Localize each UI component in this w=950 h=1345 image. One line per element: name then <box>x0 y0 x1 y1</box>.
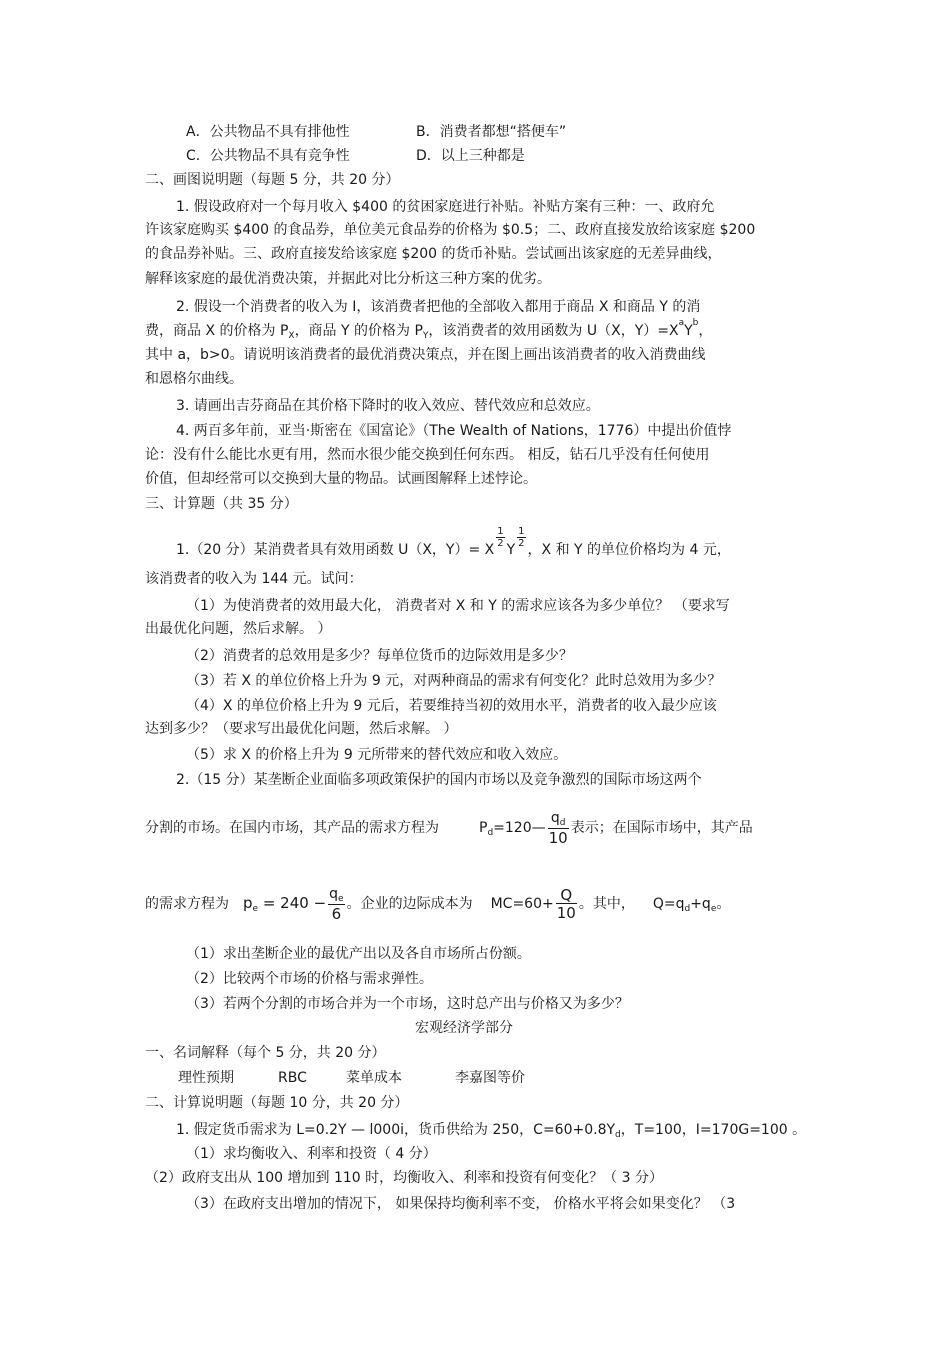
qsum-a: Q=q <box>652 896 685 912</box>
qd-symbol: q <box>550 809 560 826</box>
c1-part4a: （4）X 的单位价格上升为 9 元后，若要维持当初的效用水平，消费者的收入最少应该 <box>186 698 717 714</box>
qd-subscript: d <box>559 817 566 828</box>
q4-line1: 4. 两百多年前，亚当·斯密在《国富论》（The Wealth of Nations，1776）中提出价值悖 <box>176 423 732 439</box>
fraction-qd-10 <box>548 810 569 847</box>
macro-q1-text-a: 1. 假定货币需求为 L=0.2Y — l000i，货币供给为 250，C=60+0.8Y <box>176 1122 616 1138</box>
pe-symbol: p <box>243 894 253 912</box>
term-menu-cost: 菜单成本 <box>346 1070 402 1086</box>
fraction-den: 6 <box>328 904 344 923</box>
pe-rest: = 240 − <box>258 894 327 912</box>
pd-symbol: P <box>479 820 488 836</box>
macro-q1-part1: （1）求均衡收入、利率和投资（ 4 分） <box>186 1146 437 1162</box>
exponent-a: a <box>678 318 685 328</box>
fraction-q-10 <box>556 887 577 922</box>
exponent-den: 2 <box>497 538 504 549</box>
exponent-b: b <box>692 318 699 328</box>
c2-part2: （2）比较两个市场的价格与需求弹性。 <box>186 971 433 987</box>
q4-line2: 论：没有什么能比水更有用，然而水很少能交换到任何东西。 相反，钻石几乎没有任何使用 <box>145 447 710 463</box>
q2-line2 <box>145 318 713 342</box>
yd-subscript: d <box>615 1130 621 1140</box>
q1-line4: 解释该家庭的最优消费决策，并据此对比分析这三种方案的优劣。 <box>145 271 551 287</box>
q2-line2-text-e: ， <box>698 323 713 339</box>
q2-line2-text-c: ，该消费者的效用函数为 U（X，Y）=X <box>428 323 679 339</box>
macro-section-terms: 一、名词解释（每个 5 分，共 20 分） <box>145 1045 386 1061</box>
q1-line2: 许该家庭购买 $400 的食品券，单位美元食品券的价格为 $0.5；二、政府直接发放给该家庭 $200 <box>145 222 756 238</box>
qe-subscript: e <box>338 893 344 904</box>
qsum-plus: +q <box>690 896 711 912</box>
fraction-den: 10 <box>556 903 576 922</box>
c2-line3-text-c: 。其中， <box>578 896 635 912</box>
q2-line2-text-b: ，商品 Y 的价格为 P <box>294 323 423 339</box>
q1-line1: 1. 假设政府对一个每月收入 $400 的贫困家庭进行补贴。补贴方案有三种：一、政府允 <box>176 199 715 215</box>
fraction-den: 10 <box>548 828 568 847</box>
macro-q1-text-b: ，T=100，I=170G=100 。 <box>620 1122 807 1138</box>
exponent-num: 1 <box>497 526 504 537</box>
subscript-x: X <box>288 331 295 341</box>
term-ricardian-equivalence: 李嘉图等价 <box>455 1070 525 1086</box>
qsum-sub-e: e <box>710 904 717 914</box>
c2-line3 <box>145 881 730 928</box>
c1-line1-text-b: ，X 和 Y 的单位价格均为 4 元， <box>527 542 731 558</box>
q1-line3: 的食品券补贴。三、政府直接发给该家庭 $200 的货币补贴。尝试画出该家庭的无差异曲线， <box>145 246 722 262</box>
c1-line1-text-a: 1.（20 分）某消费者具有效用函数 U（X，Y）= X <box>176 542 495 558</box>
c2-line2-text-a: 分割的市场。在国内市场，其产品的需求方程为 <box>145 820 439 836</box>
option-b: B．消费者都想“搭便车” <box>416 124 567 140</box>
q2-line2-text-a: 费，商品 X 的价格为 P <box>145 323 289 339</box>
fraction-qe-6 <box>328 886 344 923</box>
c2-part1: （1）求出垄断企业的最优产出以及各自市场所占份额。 <box>186 946 531 962</box>
c1-part2: （2）消费者的总效用是多少？每单位货币的边际效用是多少？ <box>186 648 573 664</box>
c2-line3-text-a: 的需求方程为 <box>145 896 229 912</box>
c1-line2: 该消费者的收入为 144 元。试问： <box>145 571 363 587</box>
term-rational-expectations: 理性预期 <box>178 1070 234 1086</box>
exponent-half-x <box>496 526 504 549</box>
macro-title: 宏观经济学部分 <box>415 1020 513 1036</box>
macro-q1-part2: （2）政府支出从 100 增加到 110 时，均衡收入、利率和投资有何变化？（ 3 分） <box>145 1170 663 1186</box>
term-rbc: RBC <box>278 1070 307 1086</box>
q2-line4: 和恩格尔曲线。 <box>145 371 243 387</box>
q4-line3: 价值，但却经常可以交换到大量的物品。试画图解释上述悖论。 <box>145 471 537 487</box>
c1-part5: （5）求 X 的价格上升为 9 元所带来的替代效应和收入效应。 <box>186 747 568 763</box>
option-d: D．以上三种都是 <box>416 148 525 164</box>
pe-subscript: e <box>252 904 259 914</box>
c1-part3: （3）若 X 的单位价格上升为 9 元，对两种商品的需求有何变化？此时总效用为多少？ <box>186 673 722 689</box>
qe-symbol: q <box>329 885 339 902</box>
qsum-end: 。 <box>716 896 731 912</box>
section-title-calc: 三、计算题（共 35 分） <box>145 496 298 512</box>
qsum-sub-d: d <box>684 904 691 914</box>
option-c: C．公共物品不具有竞争性 <box>186 148 350 164</box>
c1-part1a: （1）为使消费者的效用最大化， 消费者对 X 和 Y 的需求应该各为多少单位？ （要求写 <box>186 598 730 614</box>
c1-part1b: 出最优化问题，然后求解。 ） <box>145 621 332 637</box>
fraction-num <box>548 810 569 828</box>
q3-line1: 3. 请画出吉芬商品在其价格下降时的收入效应、替代效应和总效应。 <box>176 398 600 414</box>
c1-part4b: 达到多少？（要求写出最优化问题，然后求解。 ） <box>145 721 458 737</box>
q2-line3: 其中 a，b>0。请说明该消费者的最优消费决策点，并在图上画出该消费者的收入消费曲线 <box>145 347 706 363</box>
c2-line2 <box>145 806 753 852</box>
c1-line1 <box>176 528 731 572</box>
q2-line1: 2. 假设一个消费者的收入为 I，该消费者把他的全部收入都用于商品 X 和商品 Y 的消 <box>176 299 701 315</box>
c2-line2-text-b: 表示；在国际市场中，其产品 <box>570 820 753 836</box>
macro-section-calc: 二、计算说明题（每题 10 分，共 20 分） <box>145 1095 409 1111</box>
exponent-den: 2 <box>518 538 525 549</box>
c2-part3: （3）若两个分割的市场合并为一个市场，这时总产出与价格又为多少？ <box>186 996 629 1012</box>
option-a: A．公共物品不具有排他性 <box>186 124 350 140</box>
macro-q1-part3: （3）在政府支出增加的情况下， 如果保持均衡利率不变， 价格水平将会如果变化？ （3 <box>186 1196 736 1212</box>
exponent-half-y <box>517 526 525 549</box>
pd-rest: =120— <box>493 820 546 836</box>
exponent-num: 1 <box>518 526 525 537</box>
mc-text: MC=60+ <box>490 896 554 912</box>
macro-q1-line1 <box>176 1121 806 1141</box>
q2-line2-text-d: Y <box>684 323 693 339</box>
fraction-num <box>328 886 344 904</box>
fraction-num: Q <box>560 885 573 904</box>
section-title-drawing: 二、画图说明题（每题 5 分，共 20 分） <box>145 172 400 188</box>
c1-line1-y: Y <box>506 542 516 558</box>
c2-line1: 2.（15 分）某垄断企业面临多项政策保护的国内市场以及竞争激烈的国际市场这两个 <box>176 772 702 788</box>
c2-line3-text-b: 。企业的边际成本为 <box>346 896 473 912</box>
pd-subscript: d <box>487 828 494 838</box>
subscript-y: Y <box>422 331 429 341</box>
